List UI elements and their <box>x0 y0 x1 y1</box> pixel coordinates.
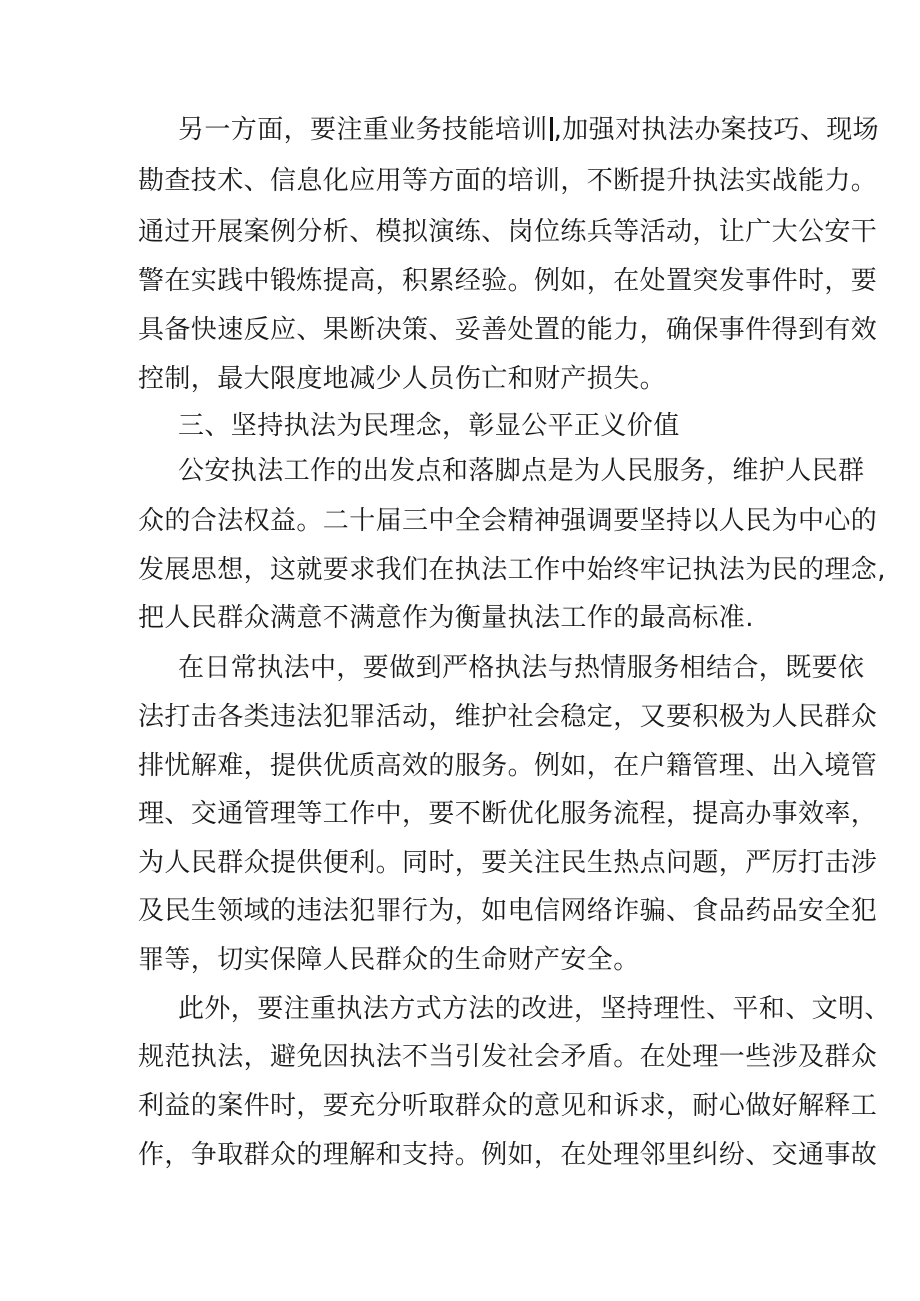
paragraph-line: 控制，最大限度地减少人员伤亡和财产损失。 <box>138 364 667 394</box>
paragraph-line: 众的合法权益。二十届三中全会精神强调要坚持以人民为中心的 <box>138 506 878 536</box>
paragraph-line: 利益的案件时，要充分听取群众的意见和诉求，耐心做好解释工 <box>138 1091 878 1121</box>
paragraph-line: 警在实践中锻炼提高，积累经验。例如，在处置突发事件时，要 <box>138 266 878 296</box>
paragraph-line: 为人民群众提供便利。同时，要关注民生热点问题，严厉打击涉 <box>138 848 878 878</box>
paragraph-line: 发展思想，这就要求我们在执法工作中始终牢记执法为民的理念, <box>138 555 886 585</box>
paragraph-line: 具备快速反应、果断决策、妥善处置的能力，确保事件得到有效 <box>138 315 878 345</box>
paragraph-line: 法打击各类违法犯罪活动，维护社会稳定，又要积极为人民群众 <box>138 702 878 732</box>
paragraph-line: 作，争取群众的理解和支持。例如，在处理邻里纠纷、交通事故 <box>138 1140 878 1170</box>
paragraph-line: 理、交通管理等工作中，要不断优化服务流程，提高办事效率， <box>138 799 878 829</box>
section-heading: 三、坚持执法为民理念，彰显公平正义价值 <box>178 411 680 441</box>
paragraph-line: 公安执法工作的出发点和落脚点是为人民服务，维护人民群 <box>178 456 865 486</box>
paragraph-line: 在日常执法中，要做到严格执法与热情服务相结合，既要依 <box>178 653 865 683</box>
paragraph-line: 罪等，切实保障人民群众的生命财产安全。 <box>138 945 640 975</box>
line-segment: 另一方面，要注重业务技能培训 <box>178 115 548 145</box>
text-cursor-icon <box>550 117 553 141</box>
paragraph-line: 规范执法，避免因执法不当引发社会矛盾。在处理一些涉及群众 <box>138 1042 878 1072</box>
paragraph-line: 通过开展案例分析、模拟演练、岗位练兵等活动，让广大公安干 <box>138 217 878 247</box>
paragraph-line: 排忧解难，提供优质高效的服务。例如，在户籍管理、出入境管 <box>138 751 878 781</box>
line-segment: ,加强对执法办案技巧、现场 <box>553 115 880 145</box>
paragraph-line <box>178 113 879 147</box>
paragraph-line: 勘查技术、信息化应用等方面的培训，不断提升执法实战能力。 <box>138 166 878 196</box>
paragraph-line: 此外，要注重执法方式方法的改进，坚持理性、平和、文明、 <box>178 994 891 1024</box>
paragraph-line: 把人民群众满意不满意作为衡量执法工作的最高标准. <box>138 603 754 633</box>
paragraph-line: 及民生领域的违法犯罪行为，如电信网络诈骗、食品药品安全犯 <box>138 896 878 926</box>
